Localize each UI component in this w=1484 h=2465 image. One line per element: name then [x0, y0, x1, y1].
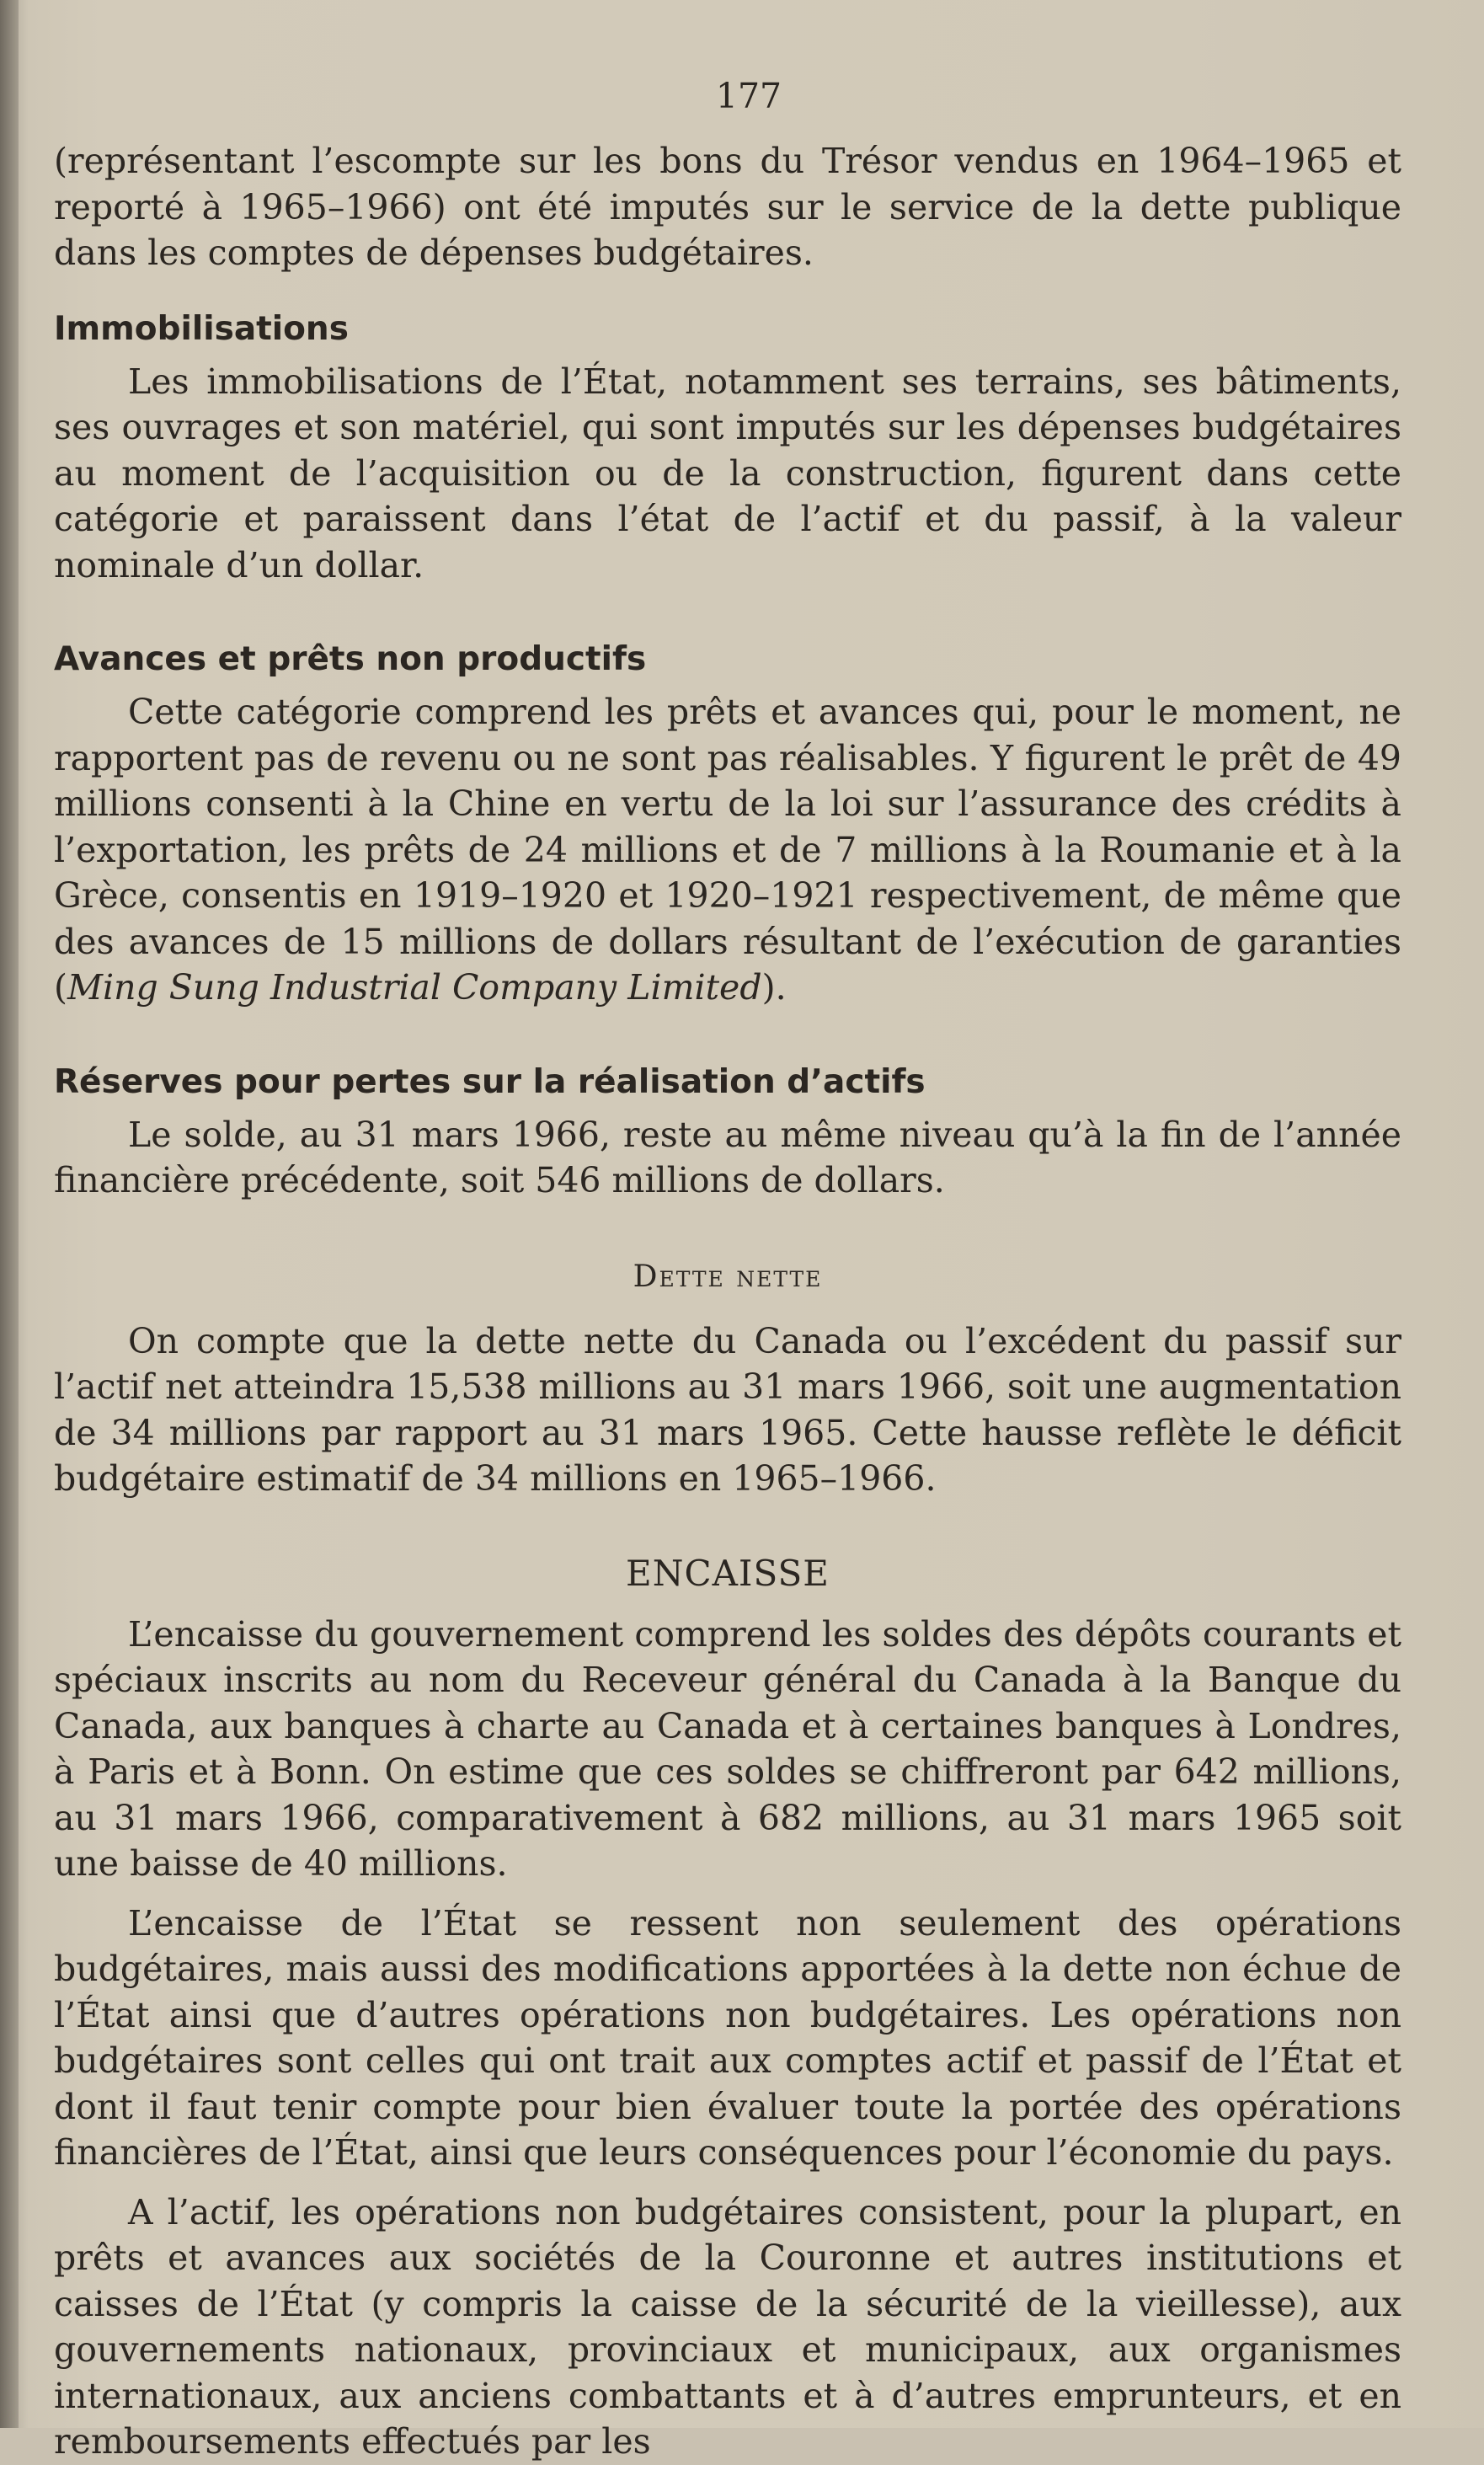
heading-encaisse: ENCAISSE	[626, 1552, 830, 1594]
paragraph-encaisse-1: L’encaisse du gouvernement comprend les soldes des dépôts courants et spéciaux inscrits au nom du Receveur général du Canada à la Banque du Canada, aux banques à charte au Canada et à certaines banques à Londres, à Paris et à Bonn. On estime que ces soldes se chiffreront par 642 millions, au 31 mars 1966, comparativement à 682 millions, au 31 mars 1965 soit une baisse de 40 millions.	[54, 1613, 1401, 1884]
heading-reserves: Réserves pour pertes sur la réalisation d’actifs	[54, 1062, 926, 1101]
paragraph-avances-end: ).	[761, 967, 787, 1008]
page-content	[54, 76, 1401, 2465]
heading-dette-nette: Dette nette	[633, 1259, 823, 1294]
heading-immobilisations: Immobilisations	[54, 309, 349, 348]
page-number: 177	[715, 76, 782, 116]
page-binding-edge	[0, 0, 19, 2428]
paragraph-avances	[54, 689, 1401, 1011]
paragraph-encaisse-2: L’encaisse de l’État se ressent non seulement des opérations budgétaires, mais aussi des modifications apportées à la dette non échue de l’État ainsi que d’autres opérations non budgétaires. Les opérations non budgétaires sont celles qui ont trait aux comptes actif et passif de l’État et dont il faut tenir compte pour bien évaluer toute la portée des opérations financières de l’État, ainsi que leurs conséquences pour l’économie du pays.	[54, 1902, 1401, 2173]
paragraph-reserves: Le solde, au 31 mars 1966, reste au même niveau qu’à la fin de l’année financière précédente, soit 546 millions de dollars.	[54, 1114, 1401, 1200]
paragraph-encaisse-3: A l’actif, les opérations non budgétaires consistent, pour la plupart, en prêts et avances aux sociétés de la Couronne et autres institutions et caisses de l’État (y compris la caisse de la sécurité de la vieillesse), aux gouvernements nationaux, provinciaux et municipaux, aux organismes internationaux, aux anciens combattants et à d’autres emprunteurs, et en remboursements effectués par les	[54, 2191, 1401, 2462]
paragraph-avances-italic: Ming Sung Industrial Company Limited	[67, 967, 762, 1008]
intro-paragraph: (représentant l’escompte sur les bons du Trésor vendus en 1964–1965 et reporté à 1965–1966) ont été imputés sur le service de la dette publique dans les comptes de dépenses budgétaires.	[54, 141, 1401, 273]
paragraph-avances-text: Cette catégorie comprend les prêts et avances qui, pour le moment, ne rapportent pas de revenu ou ne sont pas réalisables. Y figurent le prêt de 49 millions consenti à la Chine en vertu de la loi sur l’assurance des crédits à l’exportation, les prêts de 24 millions et de 7 millions à la Roumanie et à la Grèce, consentis en 1919–1920 et 1920–1921 respectivement, de même que des avances de 15 millions de dollars résultant de l’exécution de garanties (	[54, 692, 1401, 1008]
heading-avances: Avances et prêts non productifs	[54, 640, 647, 678]
paragraph-dette-nette: On compte que la dette nette du Canada ou l’excédent du passif sur l’actif net atteindra 15,538 millions au 31 mars 1966, soit une augmentation de 34 millions par rapport au 31 mars 1965. Cette hausse reflète le déficit budgétaire estimatif de 34 millions en 1965–1966.	[54, 1320, 1401, 1499]
paragraph-immobilisations: Les immobilisations de l’État, notamment ses terrains, ses bâtiments, ses ouvrages et son matériel, qui sont imputés sur les dépenses budgétaires au moment de l’acquisition ou de la construction, figurent dans cette catégorie et paraissent dans l’état de l’actif et du passif, à la valeur nominale d’un dollar.	[54, 361, 1401, 586]
